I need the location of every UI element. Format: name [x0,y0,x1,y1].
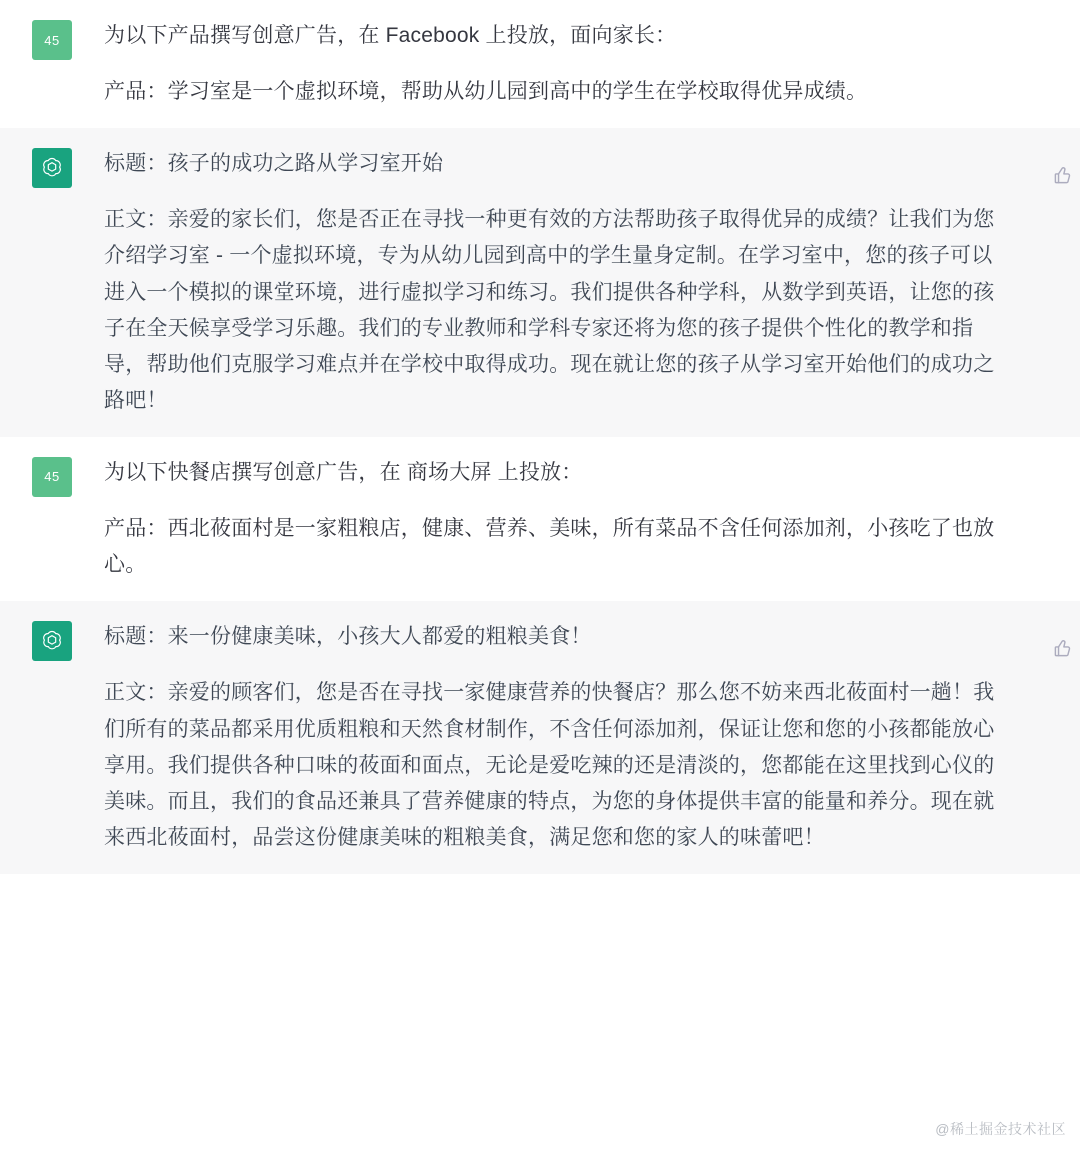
message-paragraph: 标题：来一份健康美味，小孩大人都爱的粗粮美食！ [104,625,592,649]
user-avatar-label: 45 [44,469,60,485]
feedback-buttons [1053,166,1072,185]
message-paragraph: 正文：亲爱的顾客们，您是否在寻找一家健康营养的快餐店？那么您不妨来西北莜面村一趟！我们所有的菜品都采用优质粗粮和天然食材制作，不含任何添加剂，保证让您和您的小孩都能放心享用。我们提供各种口味的莜面和面点，无论是爱吃辣的还是清淡的，您都能在这里找到心仪的美味。而且，我们的食品还兼具了营养健康的特点，为您的身体提供丰富的能量和养分。现在就来西北莜面村，品尝这份健康美味的粗粮美食，满足您和您的家人的味蕾吧！ [104,681,995,849]
message-content [104,18,1080,110]
message-user-2 [0,437,1080,601]
avatar-column [0,18,104,60]
openai-logo-icon [32,621,72,661]
openai-logo-icon [32,148,72,188]
watermark: @稀土掘金技术社区 [935,1121,1066,1137]
message-paragraph: 正文：亲爱的家长们，您是否正在寻找一种更有效的方法帮助孩子取得优异的成绩？让我们为您介绍学习室 - 一个虚拟环境，专为从幼儿园到高中的学生量身定制。在学习室中，您的孩子可以进入一个模拟的课堂环境，进行虚拟学习和练习。我们提供各种学科，从数学到英语，让您的孩子在全天候享受学习乐趣。我们的专业教师和学科专家还将为您的孩子提供个性化的教学和指导，帮助他们克服学习难点并在学校中取得成功。现在就让您的孩子从学习室开始他们的成功之路吧！ [104,208,995,412]
user-avatar [32,457,72,497]
message-assistant-1 [0,128,1080,437]
thumbs-up-icon[interactable] [1053,639,1072,658]
message-content [104,146,1080,419]
feedback-buttons [1053,639,1072,658]
message-assistant-2 [0,601,1080,874]
message-paragraph: 产品：西北莜面村是一家粗粮店，健康、营养、美味，所有菜品不含任何添加剂，小孩吃了也放心。 [104,517,995,577]
user-avatar-label: 45 [44,32,60,48]
message-paragraph: 标题：孩子的成功之路从学习室开始 [104,152,444,176]
message-paragraph: 产品：学习室是一个虚拟环境，帮助从幼儿园到高中的学生在学校取得优异成绩。 [104,80,868,104]
message-paragraph: 为以下产品撰写创意广告，在 Facebook 上投放，面向家长： [104,24,677,47]
avatar-column [0,619,104,661]
message-content [104,455,1080,583]
avatar-column [0,146,104,188]
user-avatar [32,20,72,60]
message-content [104,619,1080,856]
message-paragraph: 为以下快餐店撰写创意广告，在 商场大屏 上投放： [104,460,583,484]
message-user-1 [0,0,1080,128]
avatar-column [0,455,104,497]
thumbs-up-icon[interactable] [1053,166,1072,185]
